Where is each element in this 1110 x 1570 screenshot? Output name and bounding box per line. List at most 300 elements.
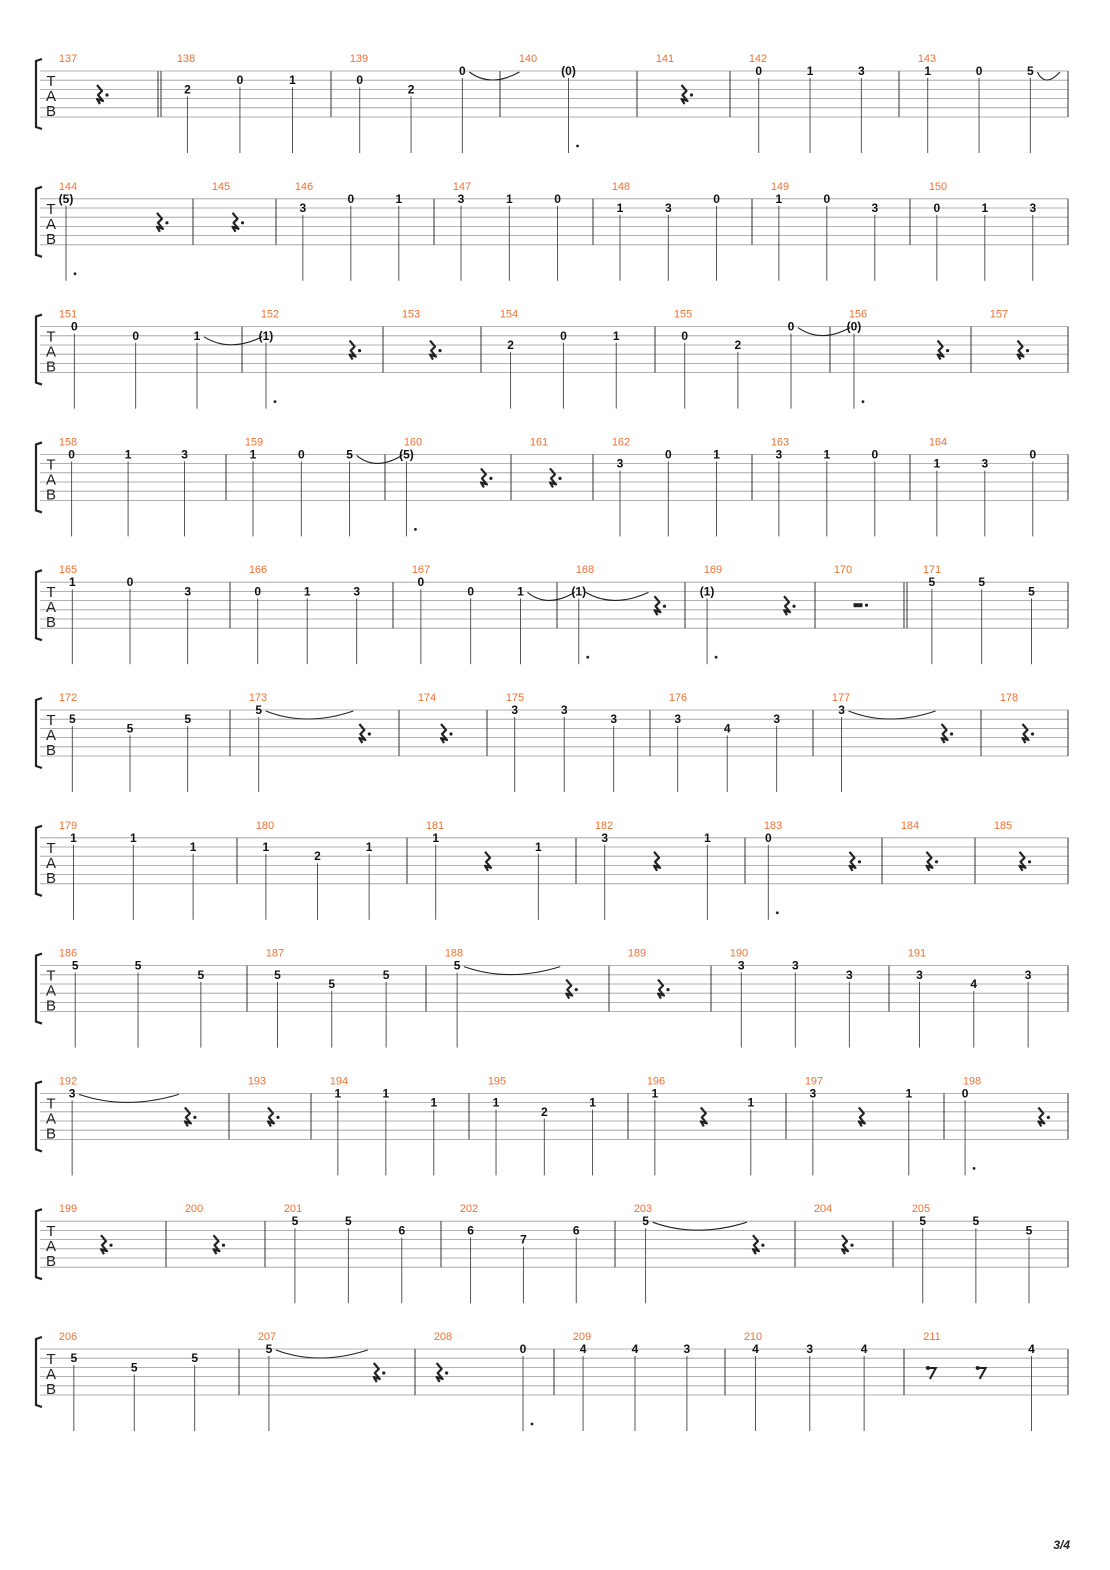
duration-dot bbox=[586, 656, 589, 659]
system-bracket bbox=[36, 315, 42, 385]
quarter-rest bbox=[101, 1235, 107, 1254]
rest-dot bbox=[946, 349, 949, 352]
fret-number: 0 bbox=[713, 191, 720, 206]
tie-arc bbox=[357, 455, 403, 463]
measure-number: 167 bbox=[411, 564, 431, 577]
fret-number: 5 bbox=[978, 575, 986, 590]
tie-arc bbox=[849, 711, 936, 719]
measure-number: 163 bbox=[770, 436, 790, 449]
fret-number: 0 bbox=[1029, 447, 1037, 462]
fret-number: 3 bbox=[68, 1086, 76, 1101]
measure bbox=[266, 948, 390, 1048]
tab-clef-letter: B bbox=[45, 230, 57, 248]
measure bbox=[612, 181, 720, 281]
measure-number: 162 bbox=[611, 436, 631, 449]
quarter-rest bbox=[268, 1107, 274, 1126]
measure bbox=[59, 181, 169, 281]
measure-number: 196 bbox=[646, 1075, 666, 1088]
tab-clef-letter: B bbox=[45, 869, 57, 887]
fret-number: 5 bbox=[274, 967, 281, 982]
measure bbox=[418, 692, 453, 743]
system-bracket bbox=[36, 59, 42, 129]
measure-number: 149 bbox=[770, 180, 790, 193]
duration-dot bbox=[576, 145, 579, 148]
fret-number: 1 bbox=[775, 191, 783, 206]
fret-number: 4 bbox=[579, 1342, 587, 1356]
fret-number: 5 bbox=[291, 1214, 299, 1229]
duration-dot bbox=[74, 272, 77, 275]
quarter-rest bbox=[185, 1107, 191, 1126]
tab-clef-letter: A bbox=[45, 1238, 57, 1256]
measure bbox=[259, 309, 362, 409]
fret-number: 0 bbox=[417, 575, 425, 590]
fret-number: 3 bbox=[664, 201, 672, 215]
fret-number: 4 bbox=[723, 721, 731, 736]
measure-number: 204 bbox=[813, 1203, 833, 1216]
measure-number: 190 bbox=[729, 947, 749, 960]
measure-number: 164 bbox=[928, 436, 948, 449]
measure bbox=[258, 1331, 386, 1431]
measure-number: 140 bbox=[518, 53, 538, 65]
rest-dot bbox=[449, 732, 452, 735]
rest-dot bbox=[761, 1244, 764, 1247]
measure bbox=[771, 436, 879, 536]
system-bracket bbox=[36, 1209, 42, 1279]
quarter-rest bbox=[849, 852, 855, 871]
fret-number: 3 bbox=[791, 958, 799, 973]
fret-number: 3 bbox=[838, 703, 845, 717]
fret-number: 1 bbox=[193, 328, 201, 343]
fret-number: 3 bbox=[511, 703, 519, 717]
measure bbox=[330, 1075, 438, 1175]
measure bbox=[929, 436, 1037, 536]
measure bbox=[249, 692, 371, 792]
tab-clef-letter: A bbox=[45, 343, 57, 361]
measure-number: 153 bbox=[401, 308, 421, 321]
quarter-rest bbox=[859, 1107, 865, 1126]
measure-number: 209 bbox=[572, 1331, 592, 1343]
measure bbox=[350, 53, 520, 153]
tab-clef-letter: A bbox=[45, 599, 57, 617]
measure-number: 186 bbox=[58, 947, 78, 960]
measure-number: 159 bbox=[244, 436, 264, 449]
quarter-rest bbox=[942, 724, 948, 743]
fret-number: 5 bbox=[1025, 1223, 1033, 1238]
rest-dot bbox=[222, 1244, 225, 1247]
measure-number: 176 bbox=[668, 692, 688, 704]
fret-number: 1 bbox=[981, 201, 989, 215]
measure-number: 178 bbox=[999, 692, 1019, 704]
measure-number: 194 bbox=[329, 1075, 349, 1088]
fret-number: 1 bbox=[612, 328, 620, 343]
system-bracket bbox=[36, 826, 42, 896]
measure bbox=[460, 1203, 580, 1303]
tab-system bbox=[36, 820, 1068, 920]
measure bbox=[628, 948, 670, 999]
fret-number: 5 bbox=[345, 1214, 352, 1229]
measure-number: 182 bbox=[594, 819, 614, 832]
duration-dot bbox=[862, 400, 865, 403]
measure-number: 200 bbox=[184, 1203, 204, 1216]
measure-number: 198 bbox=[962, 1075, 982, 1088]
measure bbox=[744, 1331, 868, 1431]
tab-system bbox=[36, 309, 1068, 409]
quarter-rest bbox=[927, 852, 933, 871]
measure bbox=[445, 948, 578, 1048]
measure bbox=[256, 820, 373, 920]
rest-dot bbox=[438, 349, 441, 352]
measure bbox=[908, 948, 1032, 1048]
measure bbox=[929, 181, 1037, 281]
fret-number: 5 bbox=[919, 1214, 927, 1229]
quarter-rest bbox=[437, 1363, 443, 1382]
tab-clef-letter: A bbox=[45, 854, 57, 872]
rest-dot bbox=[935, 860, 938, 863]
measure bbox=[185, 1203, 225, 1254]
measure-number: 142 bbox=[748, 53, 768, 65]
system-bracket bbox=[36, 187, 42, 257]
tab-system bbox=[36, 1203, 1068, 1303]
measure bbox=[749, 53, 865, 153]
fret-number: 1 bbox=[535, 840, 542, 854]
fret-number: 3 bbox=[773, 712, 781, 727]
fret-number: 1 bbox=[704, 830, 711, 845]
fret-number: 0 bbox=[975, 64, 983, 78]
measure-number: 187 bbox=[265, 947, 285, 960]
measure-number: 174 bbox=[417, 692, 437, 704]
fret-number: 6 bbox=[572, 1223, 580, 1238]
fret-number: 3 bbox=[616, 456, 624, 471]
rest-dot bbox=[193, 1116, 196, 1119]
measure bbox=[571, 564, 666, 664]
quarter-rest bbox=[481, 468, 487, 487]
quarter-rest bbox=[1023, 724, 1029, 743]
tab-clef-letter: A bbox=[45, 1366, 57, 1383]
measure-number: 152 bbox=[260, 308, 280, 321]
tab-clef-letter: B bbox=[45, 486, 57, 504]
quarter-rest bbox=[157, 213, 163, 232]
measure-number: 157 bbox=[989, 308, 1009, 321]
tie-arc bbox=[527, 592, 574, 600]
duration-dot bbox=[776, 911, 779, 914]
fret-number: 1 bbox=[129, 830, 137, 845]
fret-number: 5 bbox=[972, 1214, 980, 1229]
tab-system bbox=[36, 436, 1068, 536]
measure bbox=[832, 692, 953, 792]
tie-arc bbox=[653, 1222, 747, 1230]
tab-clef-letter: B bbox=[45, 1125, 57, 1143]
fret-number: 0 bbox=[297, 447, 305, 462]
quarter-rest bbox=[430, 341, 436, 360]
tab-system bbox=[36, 948, 1068, 1048]
fret-number: 5 bbox=[197, 967, 205, 982]
fret-number: 1 bbox=[505, 191, 513, 206]
fret-number: 0 bbox=[787, 319, 795, 334]
quarter-rest bbox=[233, 213, 239, 232]
measure bbox=[519, 53, 579, 153]
measure-number: 192 bbox=[58, 1075, 78, 1088]
fret-number: 5 bbox=[382, 967, 390, 982]
fret-number: 2 bbox=[407, 82, 415, 97]
fret-number: 1 bbox=[334, 1086, 342, 1101]
fret-number: 3 bbox=[560, 703, 568, 717]
rest-dot bbox=[1047, 1116, 1050, 1119]
fret-number: 5 bbox=[71, 958, 79, 973]
fret-number: 0 bbox=[347, 191, 355, 206]
rest-flag bbox=[976, 1366, 980, 1370]
fret-number: 4 bbox=[631, 1342, 639, 1356]
fret-number: 0 bbox=[755, 64, 763, 78]
fret-number: 2 bbox=[540, 1104, 548, 1119]
measure bbox=[847, 309, 950, 409]
tab-clef-letter: T bbox=[46, 456, 56, 474]
fret-number: 3 bbox=[806, 1342, 814, 1356]
measure bbox=[59, 692, 192, 792]
fret-number: 3 bbox=[457, 191, 465, 206]
fret-number: 1 bbox=[68, 575, 76, 590]
measure bbox=[730, 948, 853, 1048]
fret-number: 0 bbox=[519, 1342, 527, 1356]
quarter-rest bbox=[682, 85, 688, 104]
tab-system bbox=[36, 1075, 1068, 1175]
measure bbox=[506, 692, 618, 792]
fret-number: (1) bbox=[571, 584, 587, 599]
quarter-rest bbox=[485, 852, 491, 871]
fret-number: 3 bbox=[184, 584, 192, 599]
system-bracket bbox=[36, 698, 42, 768]
fret-number: 5 bbox=[134, 958, 142, 973]
rest-dot bbox=[368, 732, 371, 735]
fret-number: 5 bbox=[328, 977, 336, 991]
rest-dot bbox=[276, 1116, 279, 1119]
fret-number: 0 bbox=[764, 830, 772, 845]
fret-number: 1 bbox=[432, 830, 440, 845]
measure bbox=[805, 1075, 913, 1175]
fret-number: 0 bbox=[126, 575, 134, 590]
measure bbox=[647, 1075, 755, 1175]
fret-number: 5 bbox=[1028, 584, 1035, 599]
page-number: 3/4 bbox=[1053, 1538, 1070, 1552]
tab-clef-letter: B bbox=[45, 614, 57, 632]
tab-clef-letter: T bbox=[46, 328, 56, 346]
measure bbox=[994, 820, 1031, 871]
rest-dot bbox=[1026, 349, 1029, 352]
fret-number: 0 bbox=[132, 328, 140, 343]
tab-clef-letter: T bbox=[46, 200, 56, 218]
fret-number: 1 bbox=[492, 1095, 500, 1110]
quarter-rest bbox=[701, 1107, 707, 1126]
fret-number: (0) bbox=[561, 64, 576, 78]
fret-number: 1 bbox=[651, 1086, 659, 1101]
fret-number: 0 bbox=[961, 1086, 969, 1101]
tab-clef-letter: T bbox=[46, 1095, 56, 1113]
measure bbox=[656, 53, 693, 104]
fret-number: 3 bbox=[871, 201, 879, 215]
measure-number: 210 bbox=[743, 1331, 763, 1343]
measure bbox=[700, 564, 796, 664]
measure bbox=[912, 1203, 1033, 1303]
measure-number: 150 bbox=[928, 180, 948, 193]
fret-number: 2 bbox=[734, 338, 742, 352]
quarter-rest bbox=[842, 1235, 848, 1254]
tie-arc bbox=[1037, 72, 1060, 80]
fret-number: 0 bbox=[236, 73, 244, 88]
fret-number: 4 bbox=[1028, 1342, 1035, 1356]
measure bbox=[434, 1331, 534, 1431]
rest-dot bbox=[850, 1244, 853, 1247]
measure bbox=[161, 53, 296, 153]
rest-dot bbox=[105, 93, 108, 96]
fret-number: 6 bbox=[398, 1223, 406, 1238]
quarter-rest bbox=[938, 341, 944, 360]
measure bbox=[59, 564, 192, 664]
fret-number: (0) bbox=[846, 319, 862, 334]
measure bbox=[59, 1203, 113, 1254]
measure bbox=[530, 436, 562, 487]
measure-number: 160 bbox=[403, 436, 423, 449]
fret-number: 1 bbox=[905, 1086, 913, 1101]
rest-dot bbox=[663, 605, 666, 608]
fret-number: 0 bbox=[459, 64, 466, 78]
fret-number: 5 bbox=[130, 1360, 138, 1375]
measure bbox=[500, 309, 620, 409]
system-bracket bbox=[36, 442, 42, 512]
system-bracket bbox=[36, 1337, 42, 1407]
fret-number: 0 bbox=[356, 73, 364, 88]
fret-number: 1 bbox=[262, 840, 270, 854]
fret-number: 1 bbox=[70, 830, 77, 845]
tie-arc bbox=[204, 337, 262, 345]
rest-dot bbox=[109, 1244, 112, 1247]
measure-number: 184 bbox=[900, 819, 920, 832]
measure-number: 206 bbox=[58, 1331, 78, 1343]
quarter-rest bbox=[441, 724, 447, 743]
measure bbox=[595, 820, 711, 920]
fret-number: 5 bbox=[191, 1351, 199, 1366]
rest-dot bbox=[950, 732, 953, 735]
fret-number: 5 bbox=[70, 1351, 78, 1366]
measure bbox=[453, 181, 561, 281]
measure-number: 202 bbox=[459, 1203, 479, 1216]
fret-number: 1 bbox=[303, 584, 311, 599]
measure-number: 173 bbox=[248, 692, 268, 704]
fret-number: 7 bbox=[520, 1232, 527, 1247]
measure-number: 155 bbox=[673, 308, 693, 321]
quarter-rest bbox=[654, 596, 660, 615]
measure-number: 168 bbox=[575, 564, 595, 577]
fret-number: 0 bbox=[681, 328, 689, 343]
measure-number: 208 bbox=[433, 1331, 453, 1343]
measure-number: 165 bbox=[58, 564, 78, 577]
fret-number: 1 bbox=[365, 840, 373, 854]
measure-number: 207 bbox=[257, 1331, 277, 1343]
measure-number: 137 bbox=[58, 53, 78, 65]
measure bbox=[1000, 692, 1034, 743]
measure-number: 197 bbox=[804, 1075, 824, 1088]
rest-dot bbox=[792, 605, 795, 608]
tab-clef-letter: T bbox=[46, 584, 56, 602]
tie-arc bbox=[586, 592, 649, 600]
tie-arc bbox=[464, 967, 560, 975]
fret-number: 2 bbox=[314, 849, 321, 864]
measure bbox=[907, 564, 1035, 664]
rest-dot bbox=[666, 988, 669, 991]
measure bbox=[901, 820, 938, 871]
measure bbox=[612, 436, 720, 536]
tab-system bbox=[36, 181, 1068, 281]
fret-number: 1 bbox=[806, 64, 814, 78]
measure bbox=[59, 1075, 197, 1175]
tie-arc bbox=[469, 72, 519, 80]
system-bracket bbox=[36, 570, 42, 640]
measure bbox=[402, 309, 442, 360]
fret-number: 1 bbox=[395, 191, 403, 206]
rest-dot bbox=[445, 1371, 448, 1374]
measure-number: 139 bbox=[349, 53, 369, 65]
measure-number: 154 bbox=[499, 308, 519, 321]
quarter-rest bbox=[359, 724, 365, 743]
measure-number: 158 bbox=[58, 436, 78, 449]
measure-number: 145 bbox=[211, 180, 231, 193]
rest-dot bbox=[489, 477, 492, 480]
half-rest bbox=[854, 603, 863, 607]
measure bbox=[764, 820, 861, 920]
measure bbox=[248, 1075, 280, 1126]
fret-number: 5 bbox=[265, 1342, 273, 1356]
system-bracket bbox=[36, 954, 42, 1024]
fret-number: 3 bbox=[916, 967, 923, 982]
measure bbox=[399, 436, 492, 536]
fret-number: 1 bbox=[924, 64, 932, 78]
measure bbox=[488, 1075, 596, 1175]
measure bbox=[295, 181, 403, 281]
fret-number: 4 bbox=[752, 1342, 759, 1356]
fret-number: 5 bbox=[126, 721, 134, 736]
measure-number: 201 bbox=[283, 1203, 303, 1216]
measure bbox=[284, 1203, 406, 1303]
duration-dot bbox=[973, 1167, 976, 1170]
fret-number: 5 bbox=[453, 958, 461, 973]
fret-number: 3 bbox=[981, 456, 989, 471]
fret-number: 5 bbox=[255, 703, 263, 717]
fret-number: 3 bbox=[353, 584, 361, 599]
fret-number: (1) bbox=[258, 328, 274, 343]
measure-number: 170 bbox=[833, 564, 853, 577]
rest-dot bbox=[382, 1371, 385, 1374]
tie-arc bbox=[798, 328, 850, 336]
fret-number: 1 bbox=[823, 447, 831, 462]
measure-number: 148 bbox=[611, 180, 631, 193]
measure bbox=[990, 309, 1029, 360]
tie-arc bbox=[266, 711, 354, 719]
tab-clef-letter: A bbox=[45, 471, 57, 489]
quarter-rest bbox=[350, 341, 356, 360]
rest-dot bbox=[575, 988, 578, 991]
fret-number: 3 bbox=[737, 958, 745, 973]
measure-number: 141 bbox=[655, 53, 675, 65]
measure bbox=[573, 1331, 691, 1431]
rest-dot bbox=[165, 221, 168, 224]
measure-number: 203 bbox=[633, 1203, 653, 1216]
fret-number: (5) bbox=[58, 191, 74, 206]
tab-system bbox=[36, 692, 1068, 792]
tab-clef-letter: A bbox=[45, 215, 57, 233]
quarter-rest bbox=[658, 980, 664, 999]
measure-number: 181 bbox=[425, 819, 445, 832]
fret-number: 2 bbox=[184, 82, 191, 97]
measure bbox=[674, 309, 850, 409]
rest-dot bbox=[558, 477, 561, 480]
